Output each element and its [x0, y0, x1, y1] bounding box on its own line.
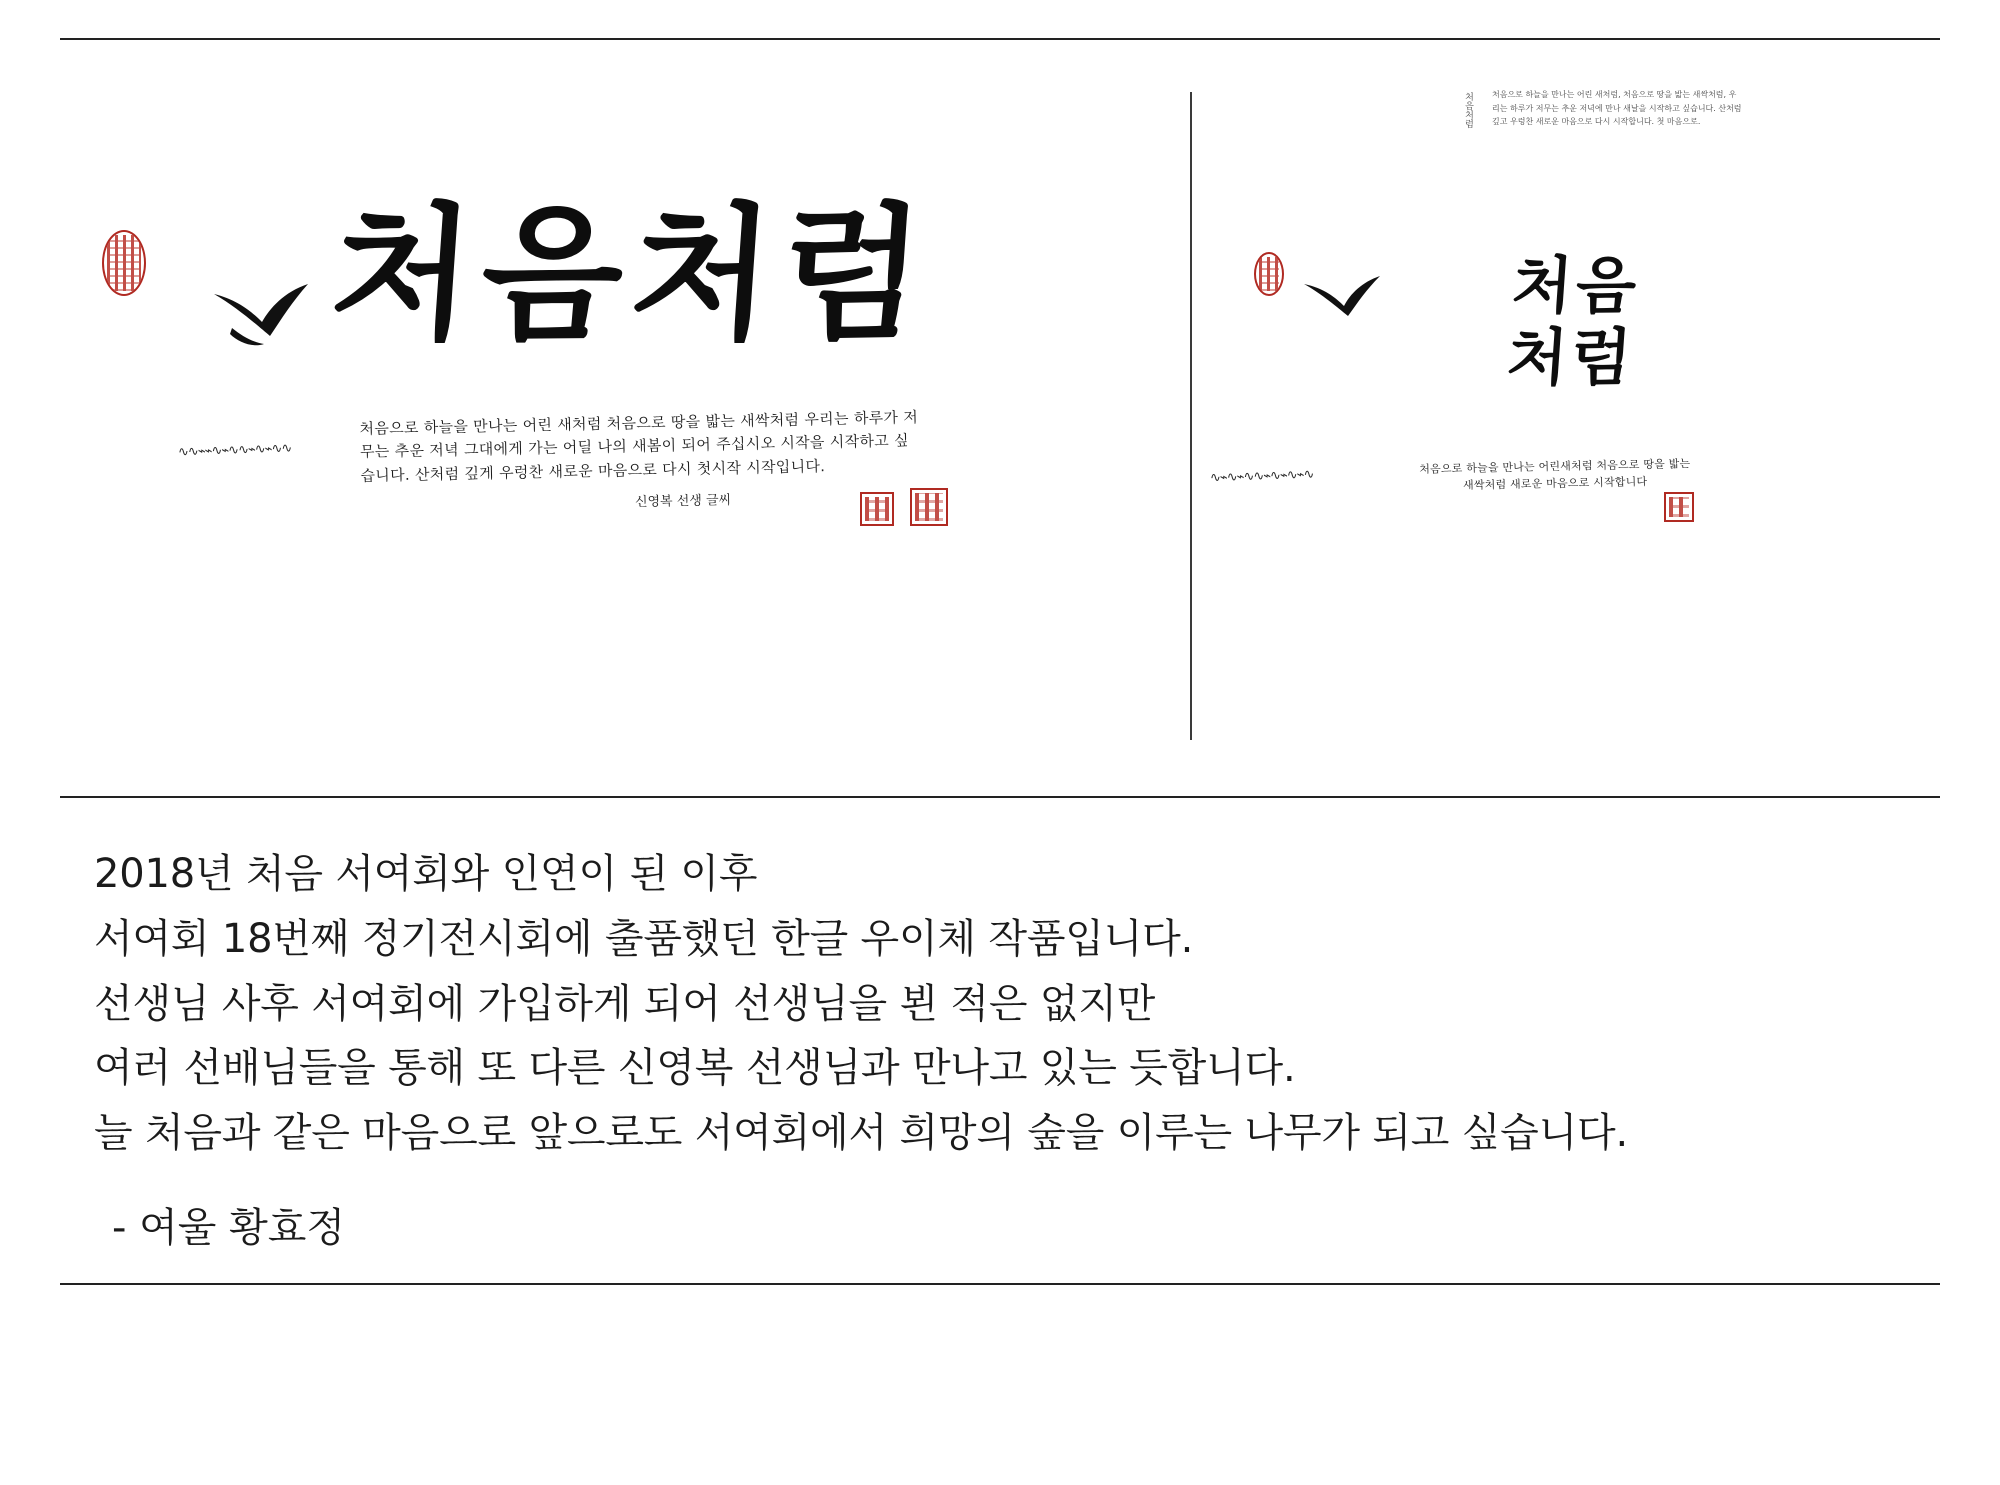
ink-squiggle-right-icon: ∿⌁∿⌁∿∿⌁∿⌁∿⌁∿: [1209, 466, 1314, 485]
caption-line: 선생님 사후 서여회에 가입하게 되어 선생님을 뵌 적은 없지만: [94, 980, 1156, 1027]
seal-pattern: [107, 235, 141, 291]
handwritten-body-right: 처음으로 하늘을 만나는 어린새처럼 처음으로 땅을 밟는 새싹처럼 새로운 마음으로 시작합니다: [1419, 457, 1691, 492]
seal-pattern: [1669, 497, 1689, 517]
handwritten-signature-left: 신영복 선생 글씨: [634, 492, 732, 511]
caption-signature: - 여울 황효정: [112, 1204, 346, 1251]
seal-red-oval-left-icon: [102, 230, 146, 296]
seal-pattern: [865, 497, 889, 521]
calligraphy-title-right: 처음 처럼: [1504, 249, 1643, 394]
caption-line: 여러 선배님들을 통해 또 다른 신영복 선생님과 만나고 있는 듯합니다.: [94, 1045, 1296, 1092]
seal-red-square-left-1-icon: [860, 492, 894, 526]
artwork-area: [60, 40, 1940, 796]
seal-red-square-right-icon: [1664, 492, 1694, 522]
ink-squiggle-left-icon: ∿∿⌁⌁∿⌁∿∿⌁∿⌁∿∿: [177, 440, 292, 459]
seal-pattern: [915, 493, 943, 521]
bird-ink-mark-right-icon: [1300, 272, 1384, 328]
artwork-left-panel: [60, 40, 1190, 796]
bottom-divider-rule: [60, 1283, 1940, 1285]
handwritten-top-note-right: 처음으로 하늘을 만나는 어린 새처럼, 처음으로 땅을 밟는 새싹처럼, 우리는 하루가 저무는 추운 저녁에 만나 새날을 시작하고 싶습니다. 산처럼 깊고 우렁찬 새로운 마음으로 다시 시작합니다. 첫 마음으로.: [1492, 90, 1742, 127]
caption-line: 서여회 18번째 정기전시회에 출품했던 한글 우이체 작품입니다.: [94, 915, 1194, 962]
document-page: [0, 38, 2000, 1485]
calligraphy-title-left: 처음처럼: [326, 189, 938, 360]
seal-red-oval-right-icon: [1254, 252, 1284, 296]
handwritten-body-left: 처음으로 하늘을 만나는 어린 새처럼 처음으로 땅을 밟는 새싹처럼 우리는 하루가 저무는 추운 저녁 그대에게 가는 어딜 나의 새봄이 되어 주십시오 시작을 시작하고 싶습니다. 산처럼 깊게 우렁찬 새로운 마음으로 다시 첫시작 시작입니다.: [359, 408, 919, 485]
handwritten-vertical-note-right: 처음처럼: [1462, 92, 1473, 128]
bird-ink-mark-left-icon: [208, 278, 316, 354]
caption-line: 2018년 처음 서여회와 인연이 된 이후: [94, 851, 758, 897]
seal-pattern: [1259, 257, 1279, 291]
seal-red-square-left-2-icon: [910, 488, 948, 526]
artwork-right-panel: [1192, 40, 1940, 796]
caption-area: [60, 798, 1940, 1283]
caption-line: 늘 처음과 같은 마음으로 앞으로도 서여회에서 희망의 숲을 이루는 나무가 되고 싶습니다.: [94, 1110, 1629, 1157]
